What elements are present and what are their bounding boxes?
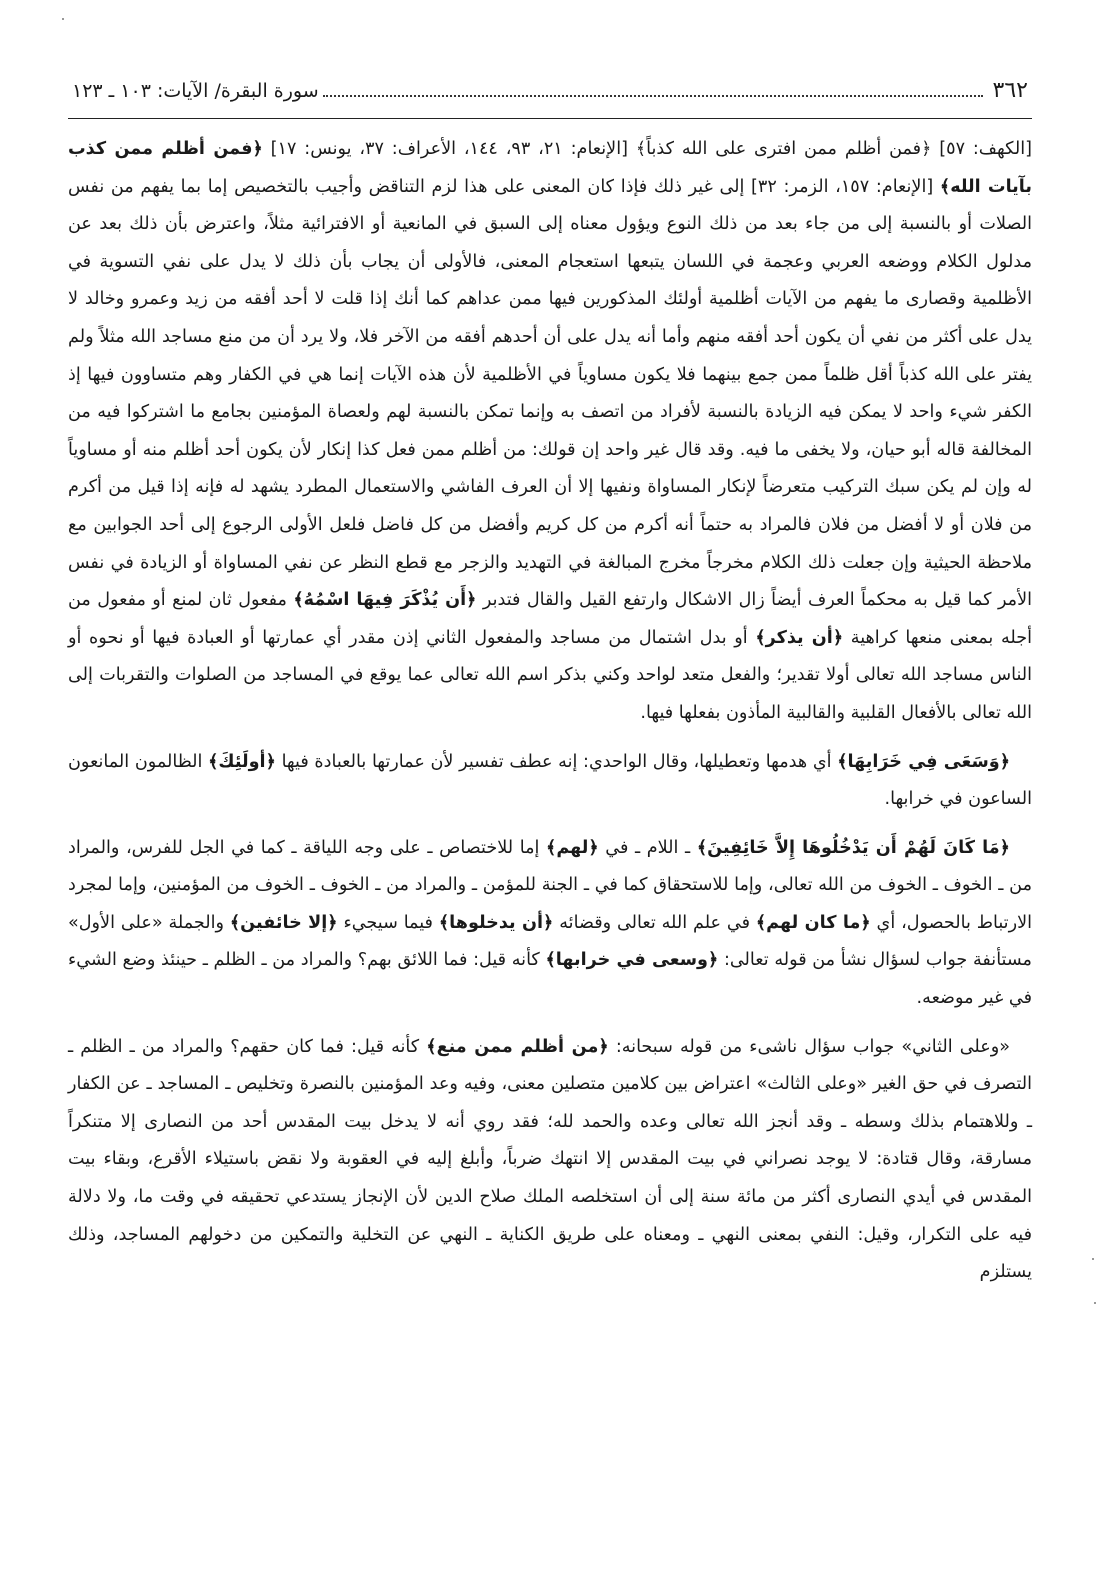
quran-quote: ﴿فمن أظلم ممن كذب بآيات الله﴾: [68, 139, 1032, 197]
text-run: [الإنعام: ١٥٧، الزمر: ٣٢] إلى غير ذلك فإذا كان المعنى على هذا لزم التناقض وأجيب بالتخصيص إما بما يفهم من نفس الصلات أو بالنسبة إلى من جاء بعد من ذلك النوع ويؤول معناه إلى السبق في المانعية أو الافترائية مثلاً، واعترض بأن ذلك بعد عن مدلول الكلام ووضعه العربي وعجمة في اللسان يتبعها استعجام المعنى، فالأولى أن يجاب بأن ذلك لا يدل على نفي التسوية في الأظلمية وقصارى ما يفهم من الآيات أظلمية أولئك المذكورين فيها ممن عداهم كما أنك إذا قلت لا أحد أفقه من زيد وعمرو وخالد لا يدل على أكثر من نفي أن يكون أحد أفقه منهم وأما أنه يدل على أن أحدهم أفقه من الآخر فلا، ولا يرد أن من منع مساجد الله مثلاً ولم يفتر على الله كذباً أقل ظلماً ممن جمع بينهما فلا يكون مساوياً في الأظلمية لأن هذه الآيات إنما هي في الكفار وهم متساوون فيها إذ الكفر شيء واحد لا يمكن فيه الزيادة بالنسبة لأفراد من اتصف به وإنما تمكن بالنسبة لهم ولعصاة المؤمنين بجامع ما اشتركوا فيه من المخالفة قاله أبو حيان، ولا يخفى ما فيه. وقد قال غير واحد إن قولك: من أظلم ممن فعل كذا إنكار لأن يكون أحد أظلم منه أو مساوياً له وإن لم يكن سبك التركيب متعرضاً لإنكار المساواة ونفيها إلا أن العرف الفاشي والاستعمال المطرد يشهد له فإنه إذا قيل من أكرم من فلان أو لا أفضل من فلان فالمراد به حتماً أنه أكرم من كل كريم وأفضل من كل فاضل فلعل الأولى الرجوع إلى أحد الجوابين مع ملاحظة الحيثية وإن جعلت ذلك الكلام مخرجاً مخرج المبالغة في التهديد والزجر مع قطع النظر عن نفي المساواة أو الزيادة في نفس الأمر كما قيل به محكماً العرف أيضاً زال الاشكال وارتفع القيل والقال فتدبر: [68, 176, 1032, 611]
text-run: مفعول ثان لمنع أو مفعول من أجله بمعنى منعها كراهية: [68, 590, 1032, 648]
quran-quote: ﴿إلا خائفين﴾: [229, 912, 338, 933]
text-run: والجملة «على الأول» مستأنفة جواب لسؤال نشأ من قوله تعالى:: [68, 912, 1032, 971]
text-run: [الإنعام: ٢١، ٩٣، ١٤٤، الأعراف: ٣٧، يونس: ١٧]: [262, 139, 636, 159]
quran-quote: ﴿أَن يُذْكَرَ فِيهَا اسْمُهُ﴾: [293, 590, 477, 611]
text-run: [الكهف: ٥٧]: [931, 139, 1032, 159]
text-run: الظالمون المانعون الساعون في خرابها.: [68, 751, 1032, 810]
text-run: أو بدل اشتمال من مساجد والمفعول الثاني إذن مقدر أي عمارتها أو العبادة فيها أو نحوه أو الناس مساجد الله تعالى أولا تقدير؛ والفعل متعد لواحد وكني بذكر اسم الله تعالى عما يوقع في المساجد من الصلوات والتقربات إلى الله تعالى بالأفعال القلبية والقالبية المأذون بفعلها فيها.: [68, 627, 1032, 723]
quran-quote: ﴿أن يذكر﴾: [755, 627, 844, 648]
quran-quote: ﴿لهم﴾: [546, 837, 599, 858]
paragraph: [68, 830, 1032, 1018]
quran-quote: ﴿ما كان لهم﴾: [755, 912, 871, 933]
page-number: ٣٦٢: [992, 78, 1028, 103]
paragraph: [68, 744, 1032, 819]
text-run: في علم الله تعالى وقضائه: [553, 912, 756, 933]
header-leader-dots: [323, 94, 983, 97]
book-page: [68, 78, 1032, 1551]
text-run: كأنه قيل: فما اللائق بهم؟ والمراد من ـ الظلم ـ حينئذ وضع الشيء في غير موضعه.: [68, 950, 1032, 1009]
text-run: ﴿فمن أظلم ممن افترى على الله كذباً﴾: [635, 139, 932, 159]
quran-quote: ﴿أن يدخلوها﴾: [438, 912, 554, 933]
text-run: أي هدمها وتعطيلها، وقال الواحدي: إنه عطف تفسير لأن عمارتها بالعبادة فيها: [275, 751, 838, 772]
text-run: فيما سيجيء: [337, 912, 439, 933]
quran-quote: ﴿وَسَعَى فِي خَرَابِهَا﴾: [837, 751, 1010, 772]
text-run: ـ اللام ـ في: [598, 837, 697, 858]
text-run: كأنه قيل: فما كان حقهم؟ والمراد من ـ الظلم ـ التصرف في حق الغير «وعلى الثالث» اعتراض بين كلامين متصلين معنى، وفيه وعد المؤمنين بالنصرة وتخليص ـ المساجد ـ عن الكفار ـ وللاهتمام بذلك وسطه ـ وقد أنجز الله تعالى وعده والحمد لله؛ فقد روي أنه لا يدخل بيت المقدس أحد من النصارى إلا متنكراً مسارقة، وقال قتادة: لا يوجد نصراني في بيت المقدس إلا انتهك ضرباً، وأبلغ إليه في العقوبة ولا نقض باستيلاء الأقرع، وبقاء بيت المقدس في أيدي النصارى أكثر من مائة سنة إلى أن استخلصه الملك صلاح الدين لأن الإنجاز يستدعي تحقيقه في وقت ما، ولا دلالة فيه على التكرار، وقيل: النفي بمعنى النهي ـ ومعناه على طريق الكناية ـ النهي عن التخلية والتمكين من دخولهم المساجد، وذلك يستلزم: [68, 1036, 1032, 1283]
quran-quote: ﴿مَا كَانَ لَهُمْ أَن يَدْخُلُوهَا إِلاَّ خَائِفِينَ﴾: [696, 837, 1010, 858]
text-run: «وعلى الثاني» جواب سؤال ناشىء من قوله سبحانه:: [608, 1036, 1011, 1057]
paragraph: [68, 131, 1032, 733]
paragraph: [68, 1029, 1032, 1292]
text-run: إما للاختصاص ـ على وجه اللياقة ـ كما في الجل للفرس، والمراد من ـ الخوف ـ الخوف من الله تعالى، وإما للاستحقاق كما في ـ الجنة للمؤمن ـ والمراد من ـ الخوف ـ الخوف من المؤمنين، وإما لمجرد الارتباط بالحصول، أي: [68, 837, 1032, 933]
quran-quote: ﴿من أظلم ممن منع﴾: [426, 1036, 609, 1057]
quran-quote: ﴿وسعى في خرابها﴾: [545, 950, 719, 971]
running-title: سورة البقرة/ الآيات: ١٠٣ ـ ١٢٣: [72, 80, 319, 102]
running-header: [68, 78, 1032, 112]
body-text: [68, 131, 1032, 1292]
quran-quote: ﴿أولَئِكَ﴾: [208, 751, 276, 772]
header-rule: [68, 118, 1032, 119]
